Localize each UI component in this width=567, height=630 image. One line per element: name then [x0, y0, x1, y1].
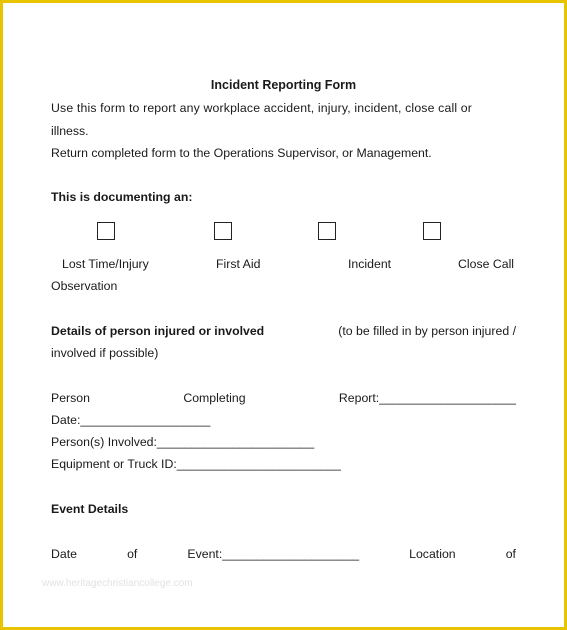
date-field[interactable]: Date:___________________: [51, 413, 211, 427]
checkbox-first-aid[interactable]: [214, 222, 232, 240]
intro-line-3: Return completed form to the Operations Supervisor, or Management.: [51, 146, 432, 160]
persons-involved-field[interactable]: Person(s) Involved:_______________________: [51, 435, 315, 449]
details-line-1: [51, 324, 516, 338]
person-completing-report-row: [51, 391, 516, 405]
option-label-first-aid: First Aid: [216, 257, 261, 271]
event-date-location-row: [51, 547, 516, 561]
checkbox-lost-time-injury[interactable]: [97, 222, 115, 240]
event-of-word: of: [127, 547, 138, 561]
option-label-observation: Observation: [51, 279, 118, 293]
person-word: Person: [51, 391, 90, 405]
intro-line-2: illness.: [51, 124, 89, 138]
checkbox-incident[interactable]: [318, 222, 336, 240]
option-label-close-call: Close Call: [458, 257, 515, 271]
event-date-word: Date: [51, 547, 77, 561]
equipment-truck-id-field[interactable]: Equipment or Truck ID:________________________: [51, 457, 341, 471]
details-line-2: involved if possible): [51, 346, 159, 360]
report-field[interactable]: Report:____________________: [338, 391, 516, 405]
location-of-word: of: [505, 547, 516, 561]
intro-line-1: [51, 101, 516, 115]
details-heading-bold: Details of person injured or involved: [51, 324, 265, 338]
event-details-heading: Event Details: [51, 502, 129, 516]
option-label-incident: Incident: [348, 257, 392, 271]
event-date-field[interactable]: Event:____________________: [187, 547, 360, 561]
form-title: Incident Reporting Form: [210, 78, 357, 92]
details-heading: [51, 324, 264, 338]
checkbox-close-call[interactable]: [423, 222, 441, 240]
intro-text: Use this form to report any workplace accident, injury, incident, close call or: [51, 101, 473, 115]
location-word: Location: [409, 547, 456, 561]
details-note: (to be filled in by person injured /: [338, 324, 516, 338]
completing-word: Completing: [183, 391, 246, 405]
watermark: www.heritagechristiancollege.com: [42, 578, 193, 589]
option-label-lost-time-injury: Lost Time/Injury: [62, 257, 149, 271]
documenting-heading: This is documenting an:: [51, 190, 193, 204]
